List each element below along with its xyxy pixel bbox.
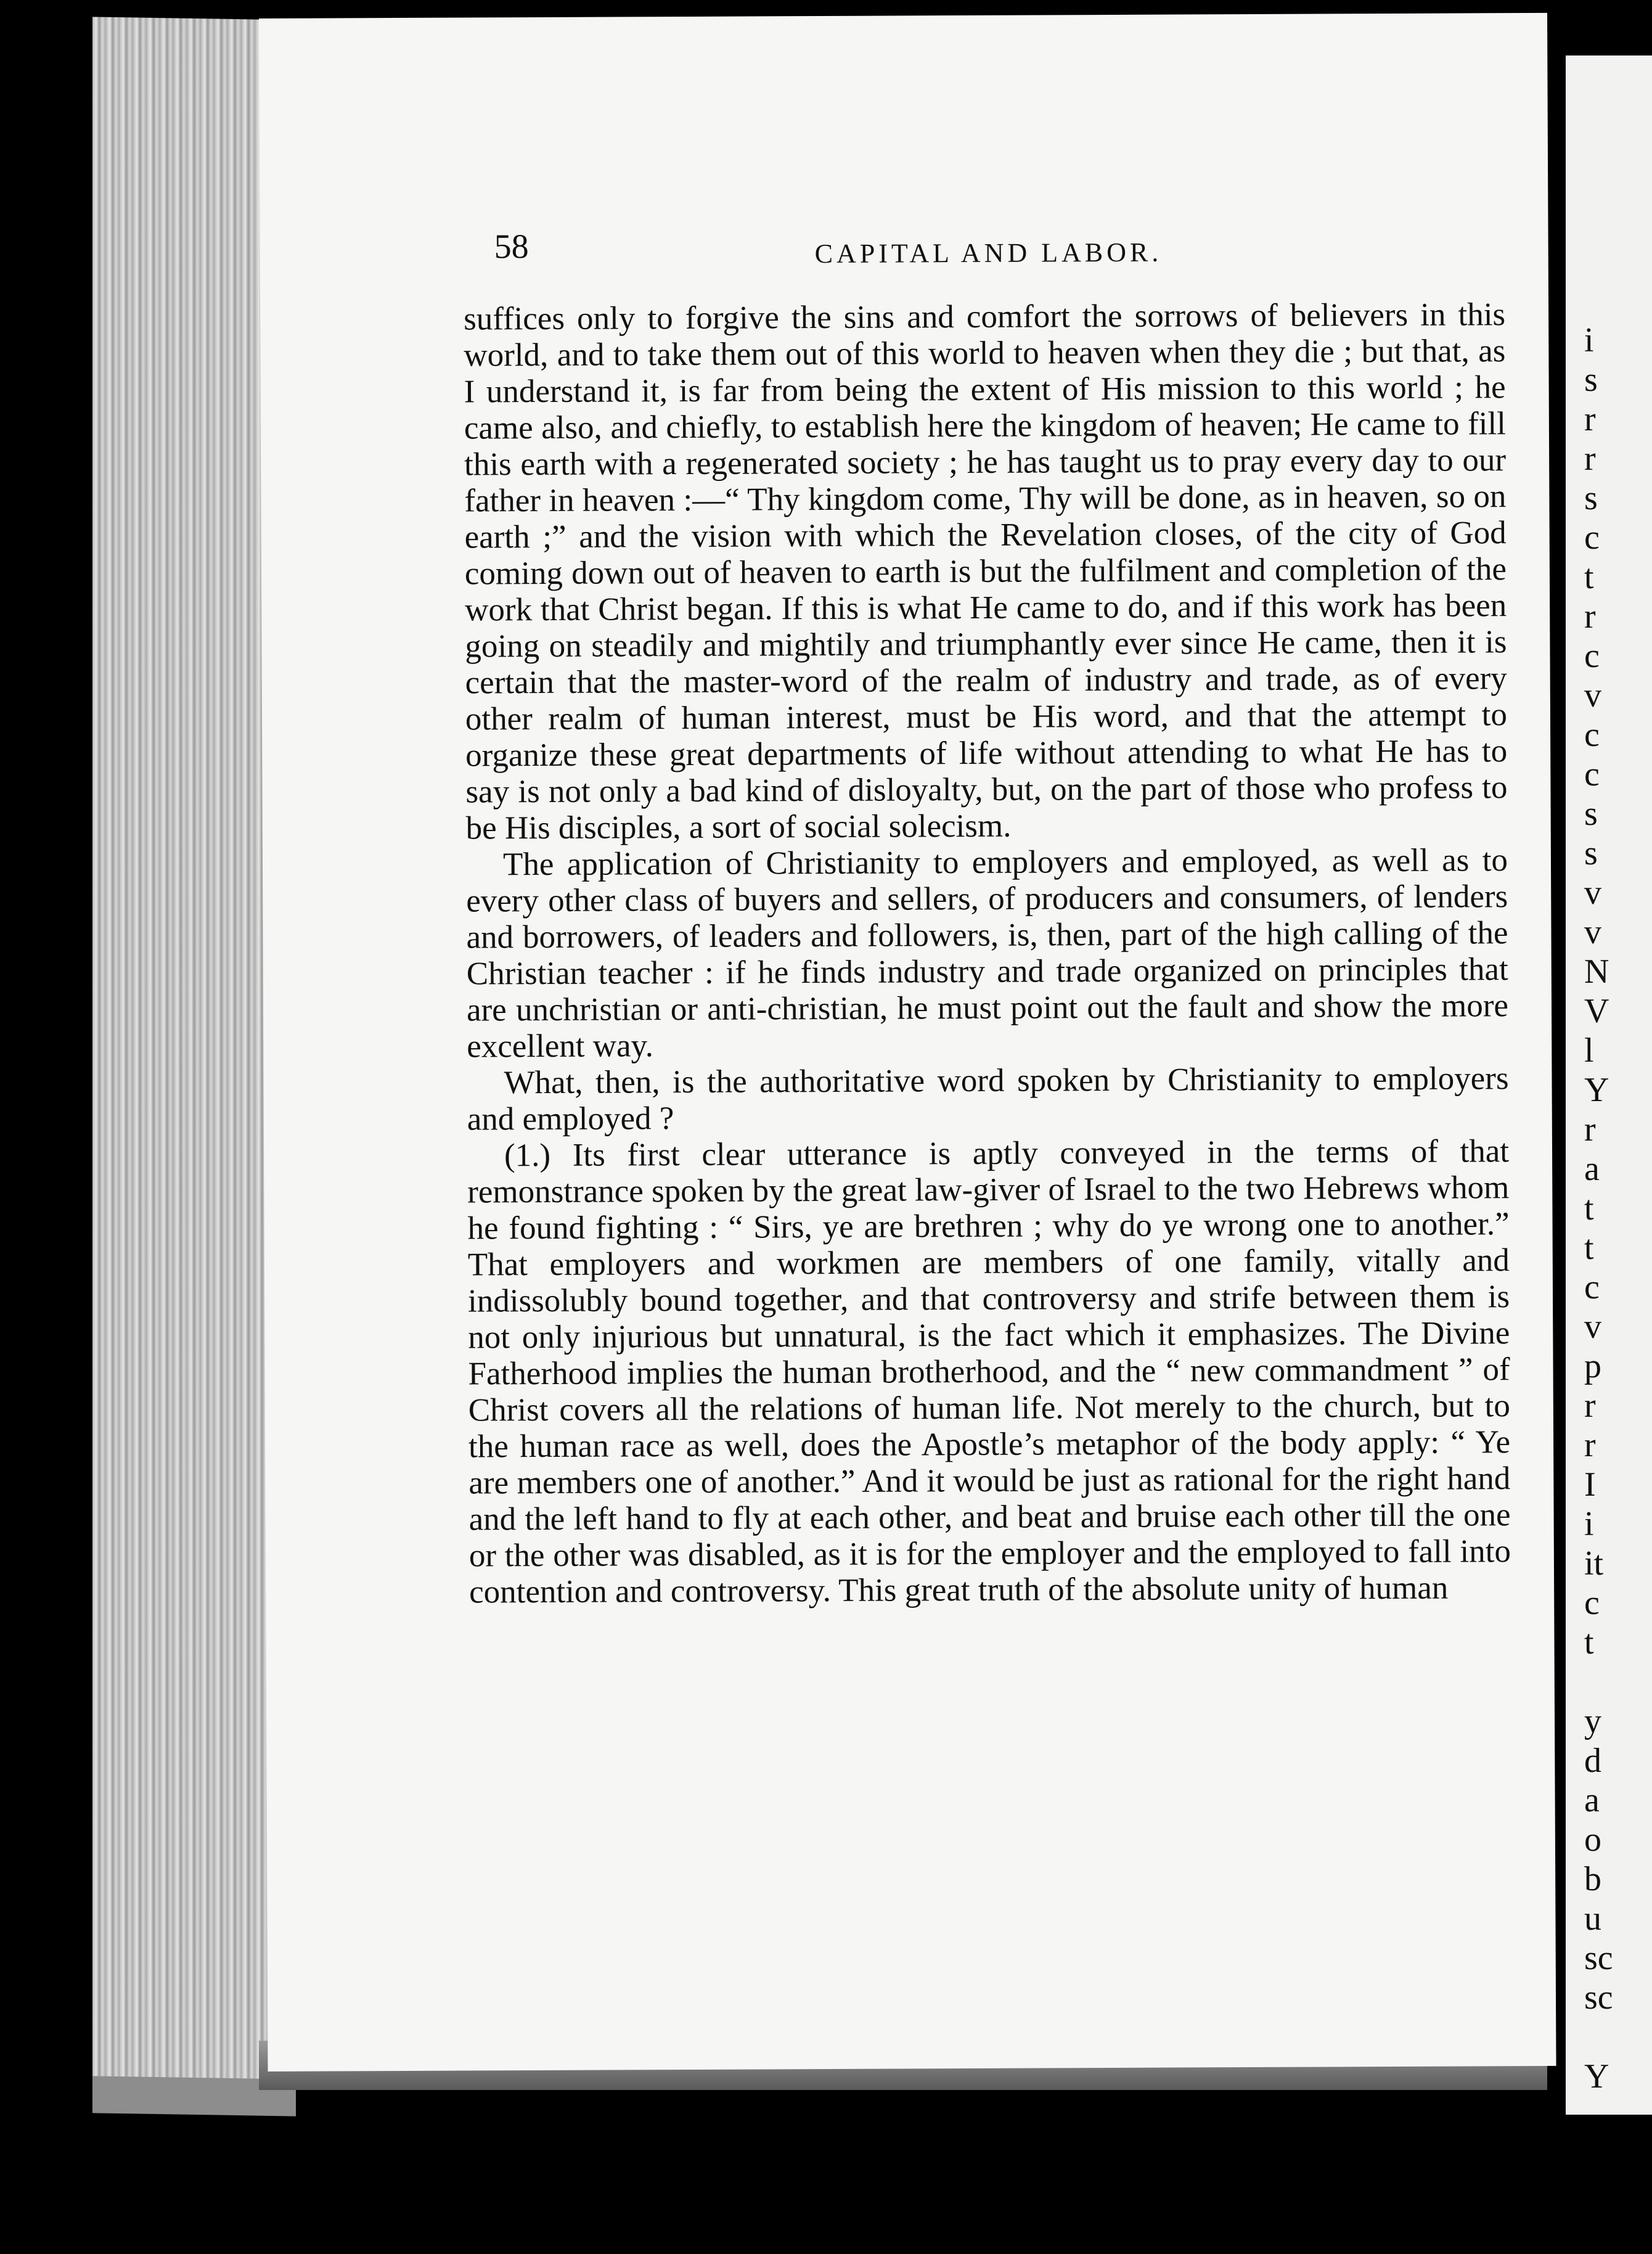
book-page [259, 13, 1556, 2072]
page-number: 58 [494, 227, 529, 266]
paragraph-3: What, then, is the authoritative word spoken by Christianity to employers and employed ? [467, 1060, 1509, 1137]
running-head: CAPITAL AND LABOR. [814, 237, 1163, 269]
paragraph-2: The application of Christianity to employers and employed, as well as to every other class of buyers and sellers, of producers and consumers, of lenders and borrowers, of leaders and followers, is, then, part of the high calling of the Christian teacher : if he finds industry and trade organized on principles that are unchristian or anti-christian, he must point out the fault and show the more excellent way. [466, 842, 1509, 1065]
facing-page-fragment: i s r r s c t r c v c c s s v v N V l Y r a t t c v p r r I i it c t y d a o b u sc sc Y [1584, 321, 1613, 2096]
body-text [464, 297, 1511, 1610]
page-header [494, 223, 1480, 282]
paragraph-1: suffices only to forgive the sins and comfort the sorrows of believers in this world, and to take them out of this world to heaven when they die ; but that, as I understand it, is far from being the extent of His mission to this world ; he came also, and chiefly, to establish here the kingdom of heaven; He came to fill this earth with a regenerated society ; he has taught us to pray every day to our father in heaven :—“ Thy kingdom come, Thy will be done, as in heaven, so on earth ;” and the vision with which the Revelation closes, of the city of God coming down out of heaven to earth is but the fulfilment and completion of the work that Christ began. If this is what He came to do, and if this work has been going on steadily and mightily and triumphantly ever since He came, then it is certain that the master-word of the realm of industry and trade, as of every other realm of human interest, must be His word, and that the attempt to organize these great departments of life without attending to what He has to say is not only a bad kind of disloyalty, but, on the part of those who profess to be His disciples, a sort of social solecism. [464, 297, 1508, 846]
paragraph-4: (1.) Its first clear utterance is aptly conveyed in the terms of that remonstrance spoken by the great law-giver of Israel to the two Hebrews whom he found fighting : “ Sirs, ye are brethren ; why do ye wrong one to another.” That employers and workmen are members of one family, vitally and indissolubly bound together, and that controversy and strife between them is not only injurious but unnatural, is the fact which it emphasizes. The Divine Fatherhood implies the human brotherhood, and the “ new commandment ” of Christ covers all the relations of human life. Not merely to the church, but to the human race as well, does the Apostle’s metaphor of the body apply: “ Ye are members one of another.” And it would be just as rational for the right hand and the left hand to fly at each other, and beat and bruise each other till the one or the other was disabled, as it is for the employer and the employed to fall into contention and controversy. This great truth of the absolute unity of human [467, 1133, 1511, 1610]
facing-page [1566, 55, 1652, 2115]
